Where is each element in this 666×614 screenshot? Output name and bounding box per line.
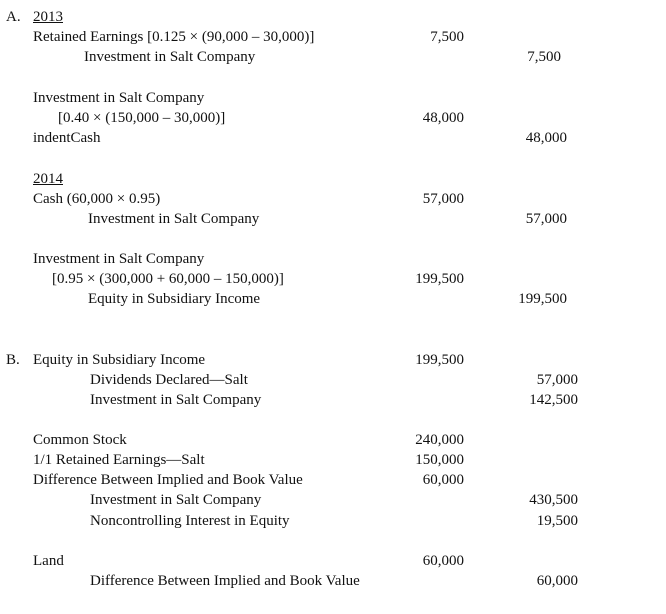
a-entry1-debit-account: Retained Earnings [0.125 × (90,000 – 30,000)] — [33, 29, 315, 45]
section-b-label: B. — [6, 352, 20, 368]
b-entry2-debit2-account: 1/1 Retained Earnings—Salt — [33, 452, 205, 468]
b-entry3-credit-amount: 60,000 — [536, 573, 578, 589]
a-entry3-debit-account: Cash (60,000 × 0.95) — [33, 191, 161, 207]
b-entry3-credit-account: Difference Between Implied and Book Value — [90, 573, 360, 589]
a-entry2-debit-account: Investment in Salt Company — [33, 90, 205, 106]
a-entry2-credit-account: indentCash — [33, 130, 101, 146]
b-entry1-credit2-account: Investment in Salt Company — [90, 392, 262, 408]
b-entry2-credit2-account: Noncontrolling Interest in Equity — [90, 513, 290, 529]
a-entry4-debit-amount: 199,500 — [415, 271, 464, 287]
a-entry4-debit-account: Investment in Salt Company — [33, 251, 205, 267]
b-entry2-credit1-amount: 430,500 — [529, 492, 578, 508]
year-2014: 2014 — [33, 171, 63, 187]
b-entry2-debit2-amount: 150,000 — [415, 452, 464, 468]
b-entry2-debit3-amount: 60,000 — [422, 472, 464, 488]
b-entry2-credit2-amount: 19,500 — [536, 513, 578, 529]
a-entry2-debit-amount: 48,000 — [422, 110, 464, 126]
b-entry2-debit3-account: Difference Between Implied and Book Value — [33, 472, 303, 488]
a-entry3-credit-amount: 57,000 — [525, 211, 567, 227]
section-a-label: A. — [6, 9, 21, 25]
year-2013: 2013 — [33, 9, 63, 25]
a-entry3-debit-amount: 57,000 — [422, 191, 464, 207]
a-entry1-debit-amount: 7,500 — [430, 29, 464, 45]
a-entry1-credit-amount: 7,500 — [527, 49, 561, 65]
b-entry2-credit1-account: Investment in Salt Company — [90, 492, 262, 508]
b-entry1-debit-account: Equity in Subsidiary Income — [33, 352, 206, 368]
a-entry3-credit-account: Investment in Salt Company — [88, 211, 260, 227]
b-entry1-debit-amount: 199,500 — [415, 352, 464, 368]
b-entry1-credit1-amount: 57,000 — [536, 372, 578, 388]
b-entry1-credit2-amount: 142,500 — [529, 392, 578, 408]
b-entry1-credit1-account: Dividends Declared—Salt — [90, 372, 248, 388]
b-entry3-debit-account: Land — [33, 553, 64, 569]
a-entry2-debit-detail: [0.40 × (150,000 – 30,000)] — [58, 110, 226, 126]
a-entry4-credit-amount: 199,500 — [518, 291, 567, 307]
a-entry4-debit-detail: [0.95 × (300,000 + 60,000 – 150,000)] — [52, 271, 284, 287]
b-entry3-debit-amount: 60,000 — [422, 553, 464, 569]
a-entry1-credit-account: Investment in Salt Company — [84, 49, 256, 65]
b-entry2-debit1-account: Common Stock — [33, 432, 127, 448]
b-entry2-debit1-amount: 240,000 — [415, 432, 464, 448]
a-entry2-credit-amount: 48,000 — [525, 130, 567, 146]
a-entry4-credit-account: Equity in Subsidiary Income — [88, 291, 261, 307]
